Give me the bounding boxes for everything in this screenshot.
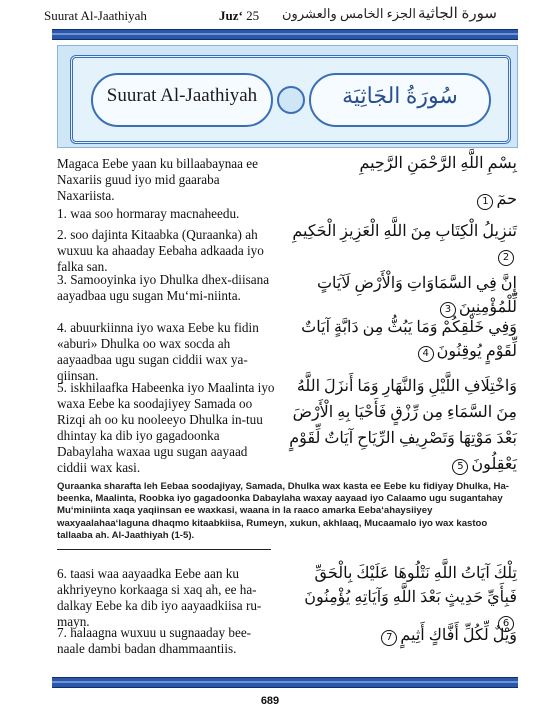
- arabic-verse-2: [287, 220, 517, 268]
- header-juz: [219, 8, 259, 24]
- header-juz-label: Juz‘: [219, 8, 243, 23]
- arabic-text: بِسْمِ اللَّهِ الرَّحْمَنِ الرَّحِيمِ: [359, 155, 517, 172]
- arabic-text: تَنزِيلُ الْكِتَابِ مِنَ اللَّهِ الْعَزِيزِ الْحَكِيمِ: [292, 223, 517, 240]
- verse-number-marker: 1: [477, 194, 493, 210]
- arabic-verse-5: [287, 374, 517, 478]
- header-surah-arabic: سورة الجاثية: [418, 6, 497, 22]
- surah-banner: [57, 45, 518, 148]
- paragraph-verse-1: 1. waa soo hormaray macnaheedu.: [57, 206, 240, 221]
- arabic-text: إِنَّ فِي السَّمَاوَاتِ وَالْأَرْضِ لَآيَاتٍ لِّلْمُؤْمِنِينَ: [316, 275, 517, 316]
- arabic-verse-3: [287, 272, 517, 320]
- banner-title-arabic: سُورَةُ الجَاثِيَة: [342, 83, 458, 108]
- banner-title-english: Suurat Al-Jaathiyah: [106, 85, 258, 106]
- page-number: 689: [260, 695, 280, 707]
- page-header: [0, 0, 540, 30]
- verse-number-marker: 3: [440, 302, 456, 318]
- verse-number-marker: 4: [418, 346, 434, 362]
- arabic-basmala: [287, 152, 517, 176]
- arabic-verse-1: [287, 188, 517, 212]
- paragraph-verse-4: 4. abuurkiinna iyo waxa Eebe ku fidin «aburi» Dhulka oo wax socda ah aayaadbaa ugu sugan ciddii wax ya-qiinsan.: [57, 320, 259, 383]
- arabic-verse-4: [287, 316, 517, 364]
- verse-number-marker: 7: [381, 630, 397, 646]
- banner-plate-english: [91, 73, 273, 127]
- verse-number-marker: 5: [452, 459, 468, 475]
- commentary-note: Quraanka sharafta leh Eebaa soodajiyay, Samada, Dhulka wax kasta ee Eebe ku fidiyay Dhulka, Ha-beenka, Maalinta, Roobka iyo gagadoonka Dabaylaha waxay aayaad iyo Calaamo ugu sugantahay Mu‘miniinta xaqa yaqiinsan ee waxkasi, waana in la raaco amarka Eeba‘ahaysiiyey waxyaalahaa‘laguna dhaqmo kitaabkiisa, Rumeyn, xukun, akhlaaq, Mucaamalo iyo wax kastoo tallaaba ah. Al-Jaathiyah (1-5).: [57, 481, 509, 541]
- arabic-text: حمٓ: [496, 191, 517, 208]
- arabic-text: وَيْلٌ لِّكُلِّ أَفَّاكٍ أَثِيمٍ: [400, 627, 517, 644]
- paragraph-verse-7: 7. halaagna wuxuu u sugnaaday bee-naale dambi badan dhammaantiis.: [57, 625, 252, 656]
- banner-center-knot: [277, 86, 305, 114]
- banner-frame: [70, 55, 511, 144]
- header-surah-name: Suurat Al-Jaathiyah: [44, 8, 147, 23]
- verse-number-marker: 6: [498, 616, 514, 632]
- header-juz-number: 25: [246, 8, 260, 23]
- paragraph-verse-2: 2. soo dajinta Kitaabka (Quraanka) ah wuxuu ka ahaaday Eebaha adkaada iyo falka san.: [57, 227, 264, 274]
- arabic-verse-7: [287, 624, 517, 648]
- arabic-text: وَفِي خَلْقِكُمْ وَمَا يَبُثُّ مِن دَابَّةٍ آيَاتٌ لِّقَوْمٍ يُوقِنُونَ: [301, 319, 517, 360]
- paragraph-verse-3: 3. Samooyinka iyo Dhulka dhex-diisana aayadbaa ugu sugan Mu‘mi-niinta.: [57, 272, 270, 303]
- paragraph-verse-5: 5. iskhilaafka Habeenka iyo Maalinta iyo waxa Eebe ka soodajiyey Samada oo Rizqi ah oo ku nooleeyo Dhulka in-tuu dhintay ka dib iyo gagadoonka Dabaylaha waxaa ugu sugan aayaad ciddii wax kasi.: [57, 380, 275, 475]
- arabic-text: تِلْكَ آيَاتُ اللَّهِ نَتْلُوهَا عَلَيْكَ بِالْحَقِّ فَبِأَيِّ حَدِيثٍ بَعْدَ اللَّهِ وَآيَاتِهِ يُؤْمِنُونَ: [304, 565, 517, 606]
- top-ornament-band: [52, 29, 518, 40]
- banner-plate-arabic: [309, 73, 491, 127]
- arabic-text: وَاخْتِلَافِ اللَّيْلِ وَالنَّهَارِ وَمَا أَنزَلَ اللَّهُ مِنَ السَّمَاءِ مِن رِّزْقٍ فَأَحْيَا بِهِ الْأَرْضَ بَعْدَ مَوْتِهَا وَتَصْرِيفِ الرِّيَاحِ آيَاتٌ لِّقَوْمٍ يَعْقِلُونَ: [289, 378, 517, 473]
- verse-number-marker: 2: [498, 250, 514, 266]
- header-juz-arabic: الجزء الخامس والعشرون: [282, 6, 416, 21]
- bottom-ornament-band: [52, 677, 518, 688]
- paragraph-verse-6: 6. taasi waa aayaadka Eebe aan ku akhriyeyno korkaaga si xaq ah, ee ha-dalkay Eebe ka dib iyo aayaadkiisa ru-mayn.: [57, 566, 262, 629]
- section-divider: [57, 549, 271, 550]
- paragraph-basmala: Magaca Eebe yaan ku billaabaynaa ee Naxariis guud iyo mid gaaraba Naxariista.: [57, 156, 258, 203]
